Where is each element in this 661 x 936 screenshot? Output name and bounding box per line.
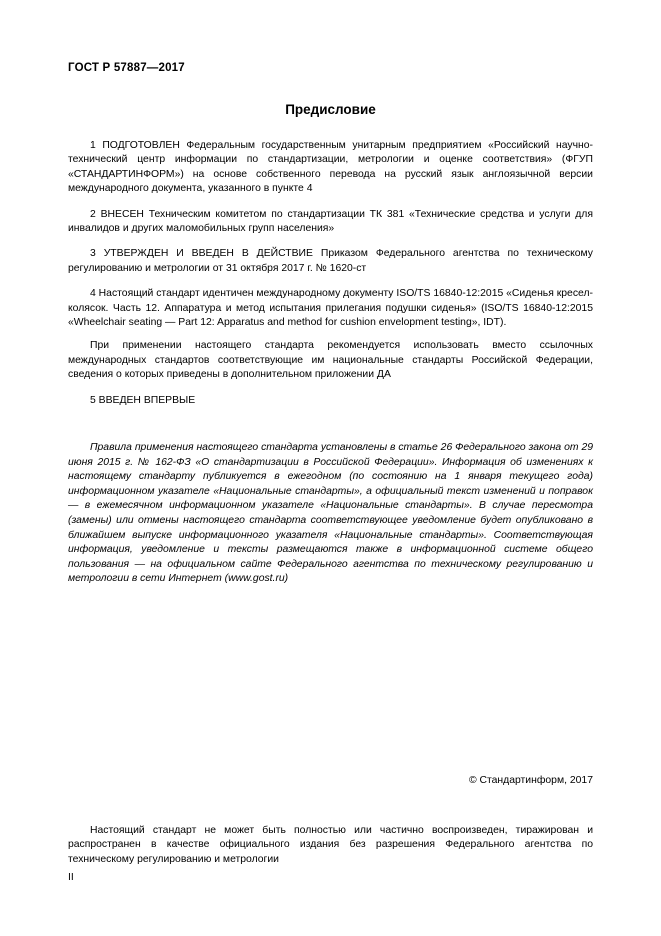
application-rules-text: Правила применения настоящего стандарта установлены в статье 26 Федерального закона от 29 июня 2015 г. № 162-ФЗ «О стандартизации в Российской Федерации». Информация об изменениях к настоящему стандарту публикуется в ежегодном (по состоянию на 1 января текущего года) информационном указателе «Национальные стандарты», а официальный текст изменений и поправок — в ежемесячном информационном указателе «Национальные стандарты». В случае пересмотра (замены) или отмены настоящего стандарта соответствующее уведомление будет опубликовано в ближайшем выпуске информационного указателя «Национальные стандарты». Соответствующая информация, уведомление и тексты размещаются также в информационной системе общего пользования — на официальном сайте Федерального агентства по техническому регулированию и метрологии в сети Интернет (www.gost.ru): [68, 442, 593, 585]
preface-item-5: 5 ВВЕДЕН ВПЕРВЫЕ: [90, 394, 196, 406]
copyright-line: © Стандартинформ, 2017: [468, 775, 593, 786]
page-content: [68, 62, 593, 587]
application-rules-block: [68, 441, 593, 587]
page-number: II: [68, 872, 74, 883]
preface-item-3: 3 УТВЕРЖДЕН И ВВЕДЕН В ДЕЙСТВИЕ Приказом Федерального агентства по техническому регулированию и метрологии от 31 октября 2017 г. № 1620-ст: [68, 248, 593, 274]
preface-item-4: 4 Настоящий стандарт идентичен международному документу ISO/TS 16840-12:2015 «Сиденья кресел-колясок. Часть 12. Аппаратура и метод испытания прилегания подушки сиденья» (ISO/TS 16840-12:2015 «Wheelchair seating — Part 12: Apparatus and method for cushion envelopment testing», IDT).: [68, 288, 593, 329]
preface-item-4-note: При применении настоящего стандарта рекомендуется использовать вместо ссылочных международных стандартов соответствующие им национальные стандарты Российской Федерации, сведения о которых приведены в дополнительном приложении ДА: [68, 340, 593, 381]
page-title: Предисловие: [285, 102, 376, 117]
standard-designation: ГОСТ Р 57887—2017: [68, 62, 185, 74]
preface-item-2: 2 ВНЕСЕН Техническим комитетом по стандартизации ТК 381 «Технические средства и услуги для инвалидов и других маломобильных групп населения»: [68, 208, 593, 235]
preface-item-1: 1 ПОДГОТОВЛЕН Федеральным государственным унитарным предприятием «Российский научно-технический центр информации по стандартизации, метрологии и оценке соответствия» (ФГУП «СТАНДАРТИНФОРМ») на основе собственного перевода на русский язык англоязычной версии международного документа, указанного в пункте 4: [68, 140, 593, 195]
reproduction-notice: Настоящий стандарт не может быть полностью или частично воспроизведен, тиражирован и распространен в качестве официального издания без разрешения Федерального агентства по техническому регулированию и метрологии: [68, 825, 593, 865]
